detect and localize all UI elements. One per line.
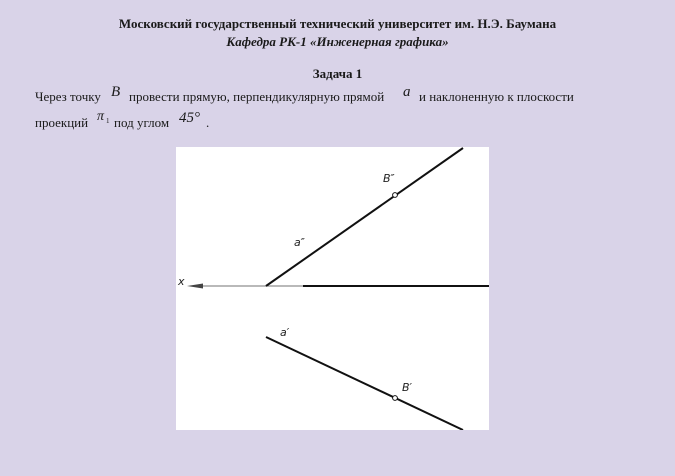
plane-symbol: π [97,109,105,124]
line-a-top-label: a′ [280,326,290,339]
plane-index: 1 [106,117,110,125]
line-a-top-projection [266,337,463,430]
point-b-top-label: B′ [402,381,413,394]
angle-value: 45° [179,110,200,126]
point-b-front [393,193,398,198]
x-axis-arrow [187,284,203,289]
university-name: Московский государственный технический университет им. Н.Э. Баумана [118,16,557,31]
x-axis-label: x [178,275,185,288]
task-text-part4: проекций [35,115,89,130]
task-text-part3: и наклоненную к плоскости [419,89,574,104]
line-a-front-label: a″ [294,236,305,249]
point-b-top [393,396,398,401]
task-text-part2: провести прямую, перпендикулярную прямой [129,89,385,104]
point-b-front-label: B″ [383,172,395,185]
drawing-panel [176,147,489,430]
line-symbol: a [403,84,411,100]
department-name: Кафедра РК-1 «Инженерная графика» [226,34,449,49]
task-text-part1: Через точку [35,89,101,104]
point-symbol: B [111,84,121,100]
line-a-front-projection [266,148,463,286]
projection-drawing [176,147,489,430]
task-text-part5: под углом [114,115,170,130]
task-title: Задача 1 [312,66,363,81]
task-end-dot: . [206,115,210,130]
